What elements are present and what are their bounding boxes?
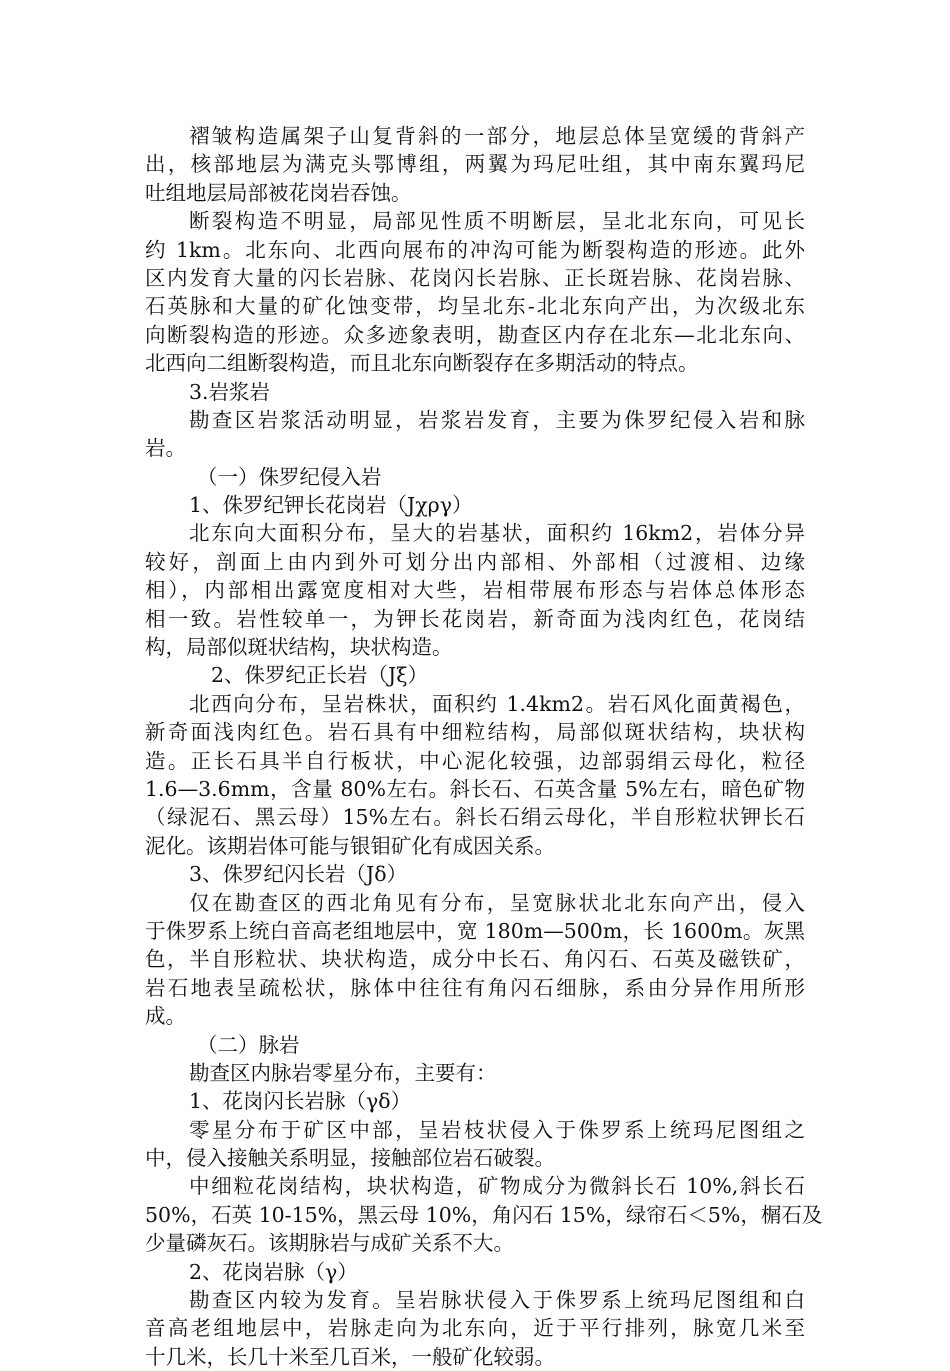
text-line: 音高老组地层中，岩脉走向为北东向，近于平行排列，脉宽几米至 [145,1316,805,1341]
text-line: 出，核部地层为满克头鄂博组，两翼为玛尼吐组，其中南东翼玛尼 [145,152,805,177]
subsection-heading: 1、花岗闪长岩脉（γδ） [189,1089,412,1114]
text-line: 相），内部相出露宽度相对大些，岩相带展布形态与岩体总体形态 [145,578,805,603]
text-line: 向断裂构造的形迹。众多迹象表明，勘查区内存在北东—北北东向、 [145,322,805,347]
text-line: 十几米，长几十米至几百米，一般矿化较弱。 [145,1344,555,1369]
text-line: 较好，剖面上由内到外可划分出内部相、外部相（过渡相、边缘 [145,549,805,574]
text-line: 仅在勘查区的西北角见有分布，呈宽脉状北北东向产出，侵入 [189,890,805,915]
text-line: 北西向二组断裂构造，而且北东向断裂存在多期活动的特点。 [145,351,699,376]
document-body [145,122,823,1371]
text-line: 色，半自形粒状、块状构造，成分中长石、角闪石、石英及磁铁矿， [145,947,805,972]
subsection-heading: 1、侏罗纪钾长花岗岩（Jχργ） [189,493,473,518]
text-line: 成。 [145,1004,186,1029]
text-line: 中细粒花岗结构，块状构造，矿物成分为微斜长石 10%,斜长石 [189,1174,805,1199]
text-line: 中，侵入接触关系明显，接触部位岩石破裂。 [145,1146,555,1171]
text-line: 岩。 [145,436,186,461]
text-line: 北西向分布，呈岩株状，面积约 1.4km2。岩石风化面黄褐色， [189,691,805,716]
text-line: （绿泥石、黑云母）15%左右。斜长石绢云母化，半自形粒状钾长石 [145,805,805,830]
text-line: 构，局部似斑状结构，块状构造。 [145,635,453,660]
text-line: 少量磷灰石。该期脉岩与成矿关系不大。 [145,1231,514,1256]
text-line: 泥化。该期岩体可能与银钼矿化有成因关系。 [145,833,555,858]
subsection-heading: （一）侏罗纪侵入岩 [197,464,382,489]
text-line: 约 1km。北东向、北西向展布的冲沟可能为断裂构造的形迹。此外 [145,237,805,262]
subsection-heading: 2、花岗岩脉（γ） [189,1259,358,1284]
subsection-heading: 3、侏罗纪闪长岩（Jδ） [189,862,408,887]
text-line: 岩石地表呈疏松状，脉体中往往有角闪石细脉，系由分异作用所形 [145,975,805,1000]
text-line: 1.6—3.6mm，含量 80%左右。斜长石、石英含量 5%左右，暗色矿物 [145,776,805,801]
subsection-heading: 2、侏罗纪正长岩（Jξ） [211,663,429,688]
text-line: 勘查区岩浆活动明显，岩浆岩发育，主要为侏罗纪侵入岩和脉 [189,407,805,432]
section-heading: 3.岩浆岩 [189,379,271,404]
text-line: 褶皱构造属架子山复背斜的一部分，地层总体呈宽缓的背斜产 [189,124,805,148]
text-line: 于侏罗系上统白音高老组地层中，宽 180m—500m，长 1600m。灰黑 [145,918,805,943]
text-line: 勘查区内较为发育。呈岩脉状侵入于侏罗系上统玛尼图组和白 [189,1288,805,1313]
text-line: 相一致。岩性较单一，为钾长花岗岩，新奇面为浅肉红色，花岗结 [145,606,805,631]
text-line: 新奇面浅肉红色。岩石具有中细粒结构，局部似斑状结构，块状构 [145,720,805,745]
text-line: 石英脉和大量的矿化蚀变带，均呈北东-北北东向产出，为次级北东 [145,294,805,319]
text-line: 断裂构造不明显，局部见性质不明断层，呈北北东向，可见长 [189,209,805,234]
text-line: 造。正长石具半自行板状，中心泥化较强，边部弱绢云母化，粒径 [145,748,805,773]
text-line: 零星分布于矿区中部，呈岩枝状侵入于侏罗系上统玛尼图组之 [189,1117,805,1142]
text-line: 吐组地层局部被花岗岩吞蚀。 [145,180,412,205]
text-line: 50%，石英 10-15%，黑云母 10%，角闪石 15%，绿帘石＜5%，榍石及 [145,1202,823,1227]
text-line: 北东向大面积分布，呈大的岩基状，面积约 16km2，岩体分异 [189,521,805,546]
text-line: 区内发育大量的闪长岩脉、花岗闪长岩脉、正长斑岩脉、花岗岩脉、 [145,265,805,290]
subsection-heading: （二）脉岩 [197,1032,300,1057]
text-line: 勘查区内脉岩零星分布，主要有： [189,1060,497,1085]
